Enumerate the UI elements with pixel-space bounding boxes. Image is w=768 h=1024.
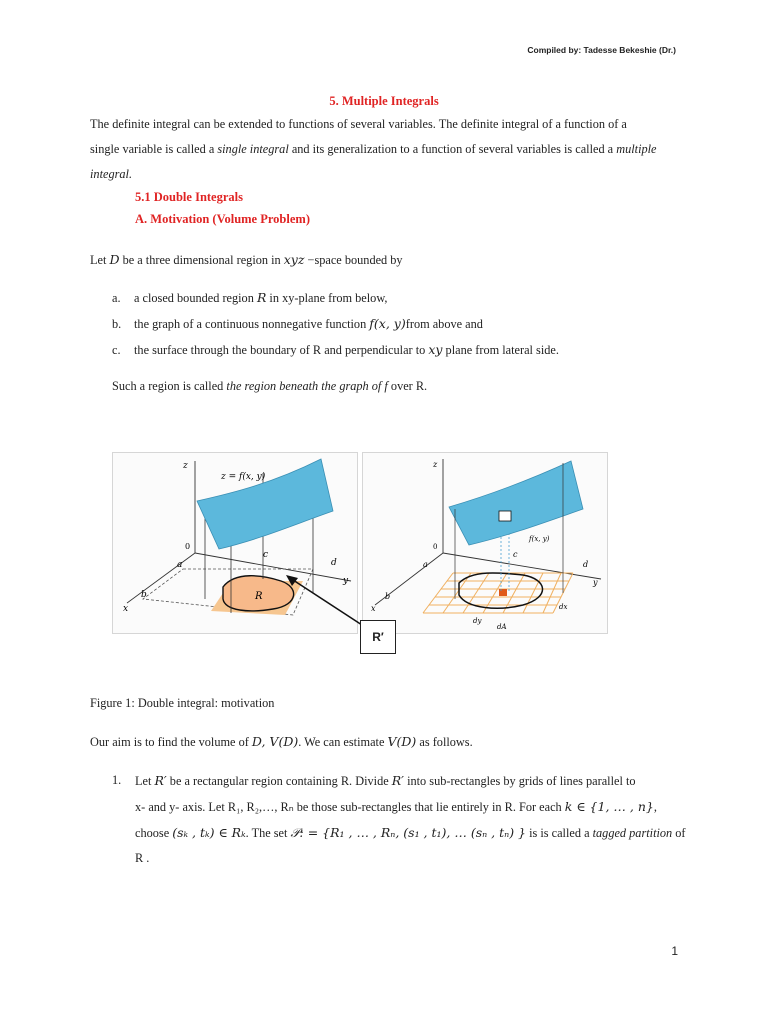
let-d-line: Let D be a three dimensional region in xyz −space bounded by	[90, 252, 403, 267]
svg-text:y: y	[593, 578, 598, 587]
svg-text:c: c	[513, 550, 518, 559]
aim-line: Our aim is to find the volume of D, V(D). We can estimate V(D) as follows.	[90, 734, 473, 749]
such-region-line: Such a region is called the region beneath the graph of f over R.	[112, 379, 428, 393]
column-top	[499, 511, 511, 521]
figure-caption: Figure 1: Double integral: motivation	[90, 696, 275, 710]
sub-rectangle	[499, 589, 507, 596]
step-1-line-4: R .	[135, 851, 150, 865]
intro-paragraph: The definite integral can be extended to functions of several variables. The definite integral of a function of a single variable is called a single integral and its generalization to a function of several variables is called a multiple integral.	[90, 117, 657, 181]
svg-text:d: d	[331, 558, 337, 568]
step-1-line-2: x- and y- axis. Let R₁, R₂,…, Rₙ be those sub-rectangles that lie entirely in R. For each k ∈ {1, … , n},	[135, 799, 657, 814]
page-header: Compiled by: Tadesse Bekeshie (Dr.)	[527, 45, 676, 55]
z-label: z	[183, 461, 188, 471]
figure-right	[362, 452, 608, 634]
svg-text:dx: dx	[559, 603, 568, 611]
chapter-title: 5. Multiple Integrals	[329, 94, 439, 108]
origin-label: 0	[185, 542, 191, 551]
svg-text:y: y	[343, 576, 349, 586]
section-heading: 5.1 Double Integrals	[135, 190, 243, 204]
list-item-a: a. a closed bounded region R in xy-plane from below,	[112, 290, 388, 305]
svg-text:b: b	[141, 590, 147, 600]
svg-text:x: x	[371, 604, 376, 613]
list-item-b: b. the graph of a continuous nonnegative function f(x, y)from above and	[112, 316, 483, 331]
svg-text:z: z	[433, 460, 438, 469]
svg-text:x: x	[123, 604, 129, 614]
equation-label: z = f(x, y)	[221, 472, 266, 482]
svg-text:f(x, y): f(x, y)	[529, 535, 550, 543]
svg-text:dy: dy	[473, 617, 482, 625]
svg-text:0: 0	[433, 543, 438, 551]
svg-text:a: a	[423, 560, 428, 569]
subsection-heading: A. Motivation (Volume Problem)	[135, 212, 310, 226]
rprime-box: R′	[360, 620, 396, 654]
svg-text:d: d	[583, 560, 589, 569]
list-item-c: c. the surface through the boundary of R and perpendicular to xy plane from lateral side.	[112, 342, 559, 357]
grid-lines	[423, 573, 573, 613]
svg-text:dA: dA	[497, 623, 507, 631]
step-1-line-3: choose (sₖ , tₖ) ∈ Rₖ. The set 𝒫: = {R₁ , … , Rₙ, (s₁ , t₁), … (sₙ , tₙ) } is is called a tagged partition of	[135, 825, 686, 840]
x-axis	[127, 553, 195, 603]
svg-text:a: a	[177, 560, 183, 570]
svg-text:b: b	[385, 592, 391, 601]
figure-right-svg	[363, 453, 607, 633]
step-1: 1. Let R′ be a rectangular region containing R. Divide R′ into sub-rectangles by grids of lines parallel to x- and y- axis. Let R₁, R₂,…, Rₙ be those sub-rectangles that lie entirely in R. For each k ∈ {1, … , n}, choose (sₖ , tₖ) ∈ Rₖ. The set 𝒫: = {R₁ , … , Rₙ, (s₁ , t₁), … (sₙ , tₙ) } is is called a tagged partition of R .	[112, 768, 687, 871]
region-r-label: R	[255, 591, 263, 602]
svg-text:c: c	[263, 550, 269, 560]
page-number: 1	[671, 944, 678, 958]
step-1-line-1: Let R′ be a rectangular region containing R. Divide R′ into sub-rectangles by grids of lines parallel to	[135, 773, 636, 788]
